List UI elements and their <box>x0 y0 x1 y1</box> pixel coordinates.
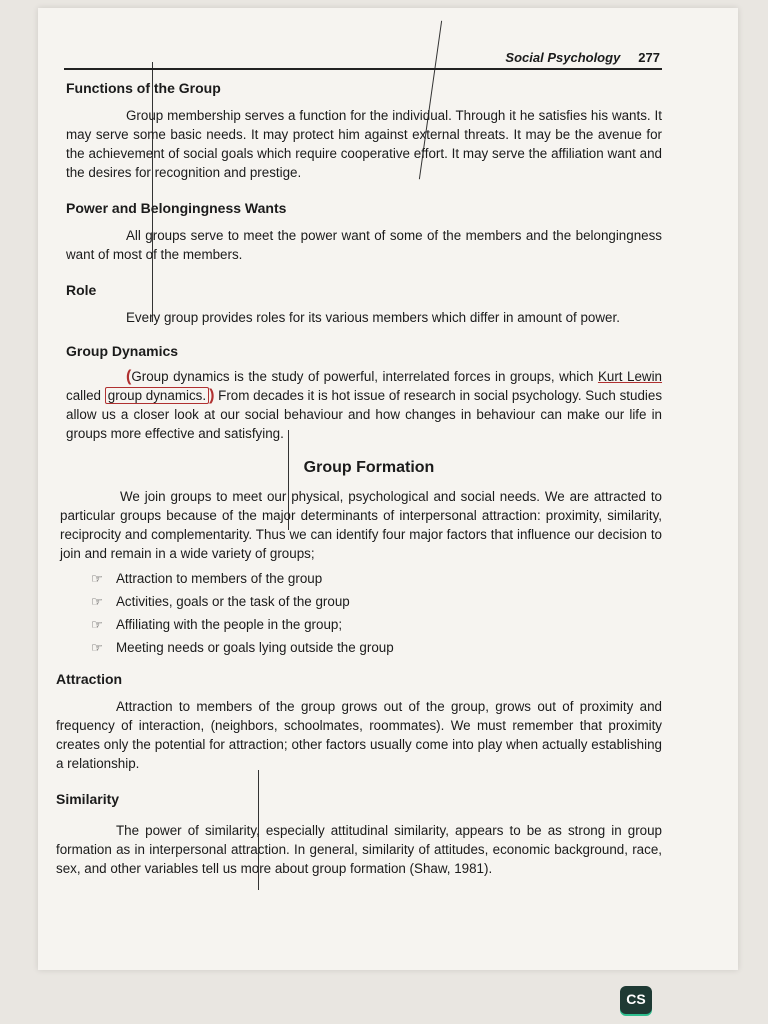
annotation-bracket: ( <box>126 368 132 385</box>
heading-power: Power and Belongingness Wants <box>66 200 287 216</box>
dynamics-text-3: From decades it is hot issue of research in social psychology. Such studies allow us a closer look at our social behaviour and how changes in behaviour can make our life in groups more effective and satisfying. <box>66 388 663 441</box>
para-similarity: The power of similarity, especially attitudinal similarity, appears to be as strong in group formation as in interpersonal attraction. In general, similarity of attitudes, economic background, race, sex, and other variables tell us more about group formation (Shaw, 1981). <box>56 823 662 876</box>
para-dynamics <box>66 367 662 443</box>
heading-similarity: Similarity <box>56 791 120 807</box>
pointing-hand-icon: ☞ <box>91 640 103 655</box>
heading-role: Role <box>66 282 97 298</box>
dynamics-text-1: Group dynamics is the study of powerful, interrelated forces in groups, which <box>131 369 598 384</box>
heading-formation: Group Formation <box>303 459 435 476</box>
factor-list <box>56 567 662 659</box>
list-item: ☞ Activities, goals or the task of the group <box>88 590 662 613</box>
dynamics-text-2: called <box>66 388 105 403</box>
para-power: All groups serve to meet the power want of some of the members and the belongingness want of most of the members. <box>66 228 662 262</box>
pointing-hand-icon: ☞ <box>91 617 103 632</box>
header-title: Social Psychology <box>505 50 621 65</box>
pointing-hand-icon: ☞ <box>91 571 103 586</box>
list-item: ☞ Affiliating with the people in the group; <box>88 613 662 636</box>
running-header <box>68 50 660 68</box>
pointing-hand-icon: ☞ <box>91 594 103 609</box>
heading-functions: Functions of the Group <box>66 80 221 96</box>
page-content <box>56 78 662 878</box>
annotation-bracket: ) <box>209 387 215 404</box>
para-attraction: Attraction to members of the group grows out of the group, grows out of proximity and frequency of interaction, (neighbors, schoolmates, roommates). We must remember that proximity creates only the potential for attraction; other factors usually come into play when actually establishing a relationship. <box>56 699 662 771</box>
header-rule <box>64 68 662 70</box>
list-item: ☞ Meeting needs or goals lying outside the group <box>88 636 662 659</box>
heading-dynamics: Group Dynamics <box>66 343 179 359</box>
para-formation: We join groups to meet our physical, psychological and social needs. We are attracted to particular groups because of the major determinants of interpersonal attraction: proximity, similarity, reciprocity and complementarity. Thus we can identify four major factors that influence our decision to join and remain in a wide variety of groups; <box>60 489 662 561</box>
camscanner-logo: CS <box>620 986 652 1014</box>
para-functions: Group membership serves a function for the individual. Through it he satisfies his wants. It may serve some basic needs. It may protect him against external threats. It may be the avenue for the achievement of social goals which require cooperative effort. It may serve the affiliation want and the desires for recognition and prestige. <box>66 108 662 180</box>
list-item: ☞ Attraction to members of the group <box>88 567 662 590</box>
kurt-lewin-text: Kurt Lewin <box>597 369 663 384</box>
group-dynamics-boxed: group dynamics. <box>105 387 209 404</box>
page-number: 277 <box>638 50 660 65</box>
para-role: Every group provides roles for its various members which differ in amount of power. <box>126 310 620 325</box>
heading-attraction: Attraction <box>56 671 123 687</box>
